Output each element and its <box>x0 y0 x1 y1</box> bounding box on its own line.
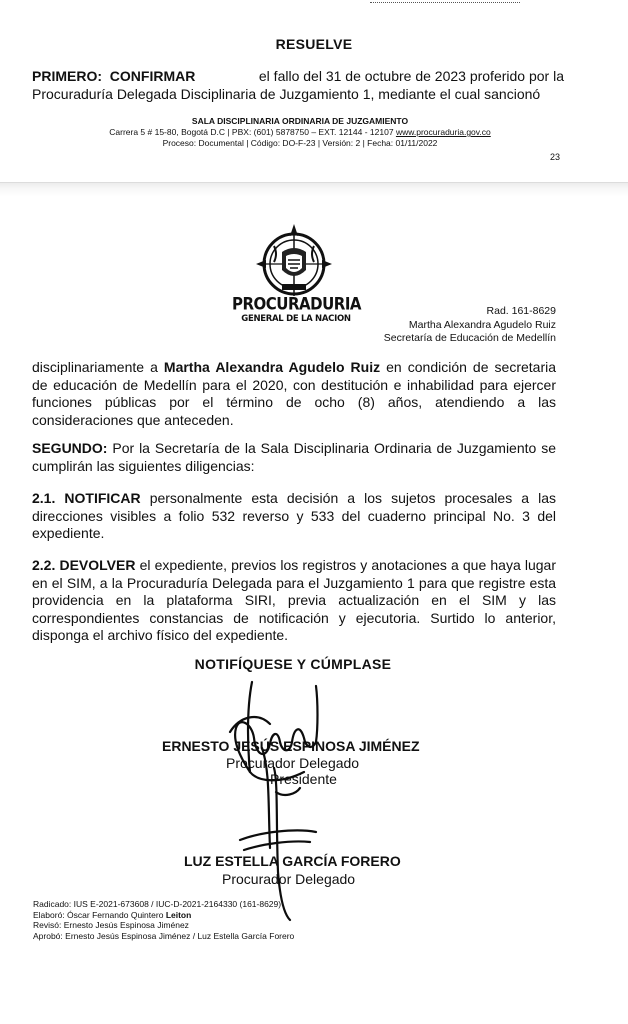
handwritten-signature <box>200 672 350 922</box>
segundo-text: Por la Secretaría de la Sala Disciplinaria Ordinaria de Juzgamiento se cumplirán las siguientes diligencias: <box>32 440 556 474</box>
sanction-prefix: disciplinariamente a <box>32 359 158 375</box>
primero-line2: Procuraduría Delegada Disciplinaria de Juzgamiento 1, mediante el cual sancionó <box>32 85 541 102</box>
page-separator <box>0 182 628 197</box>
notificar-label: 2.1. NOTIFICAR <box>32 490 141 506</box>
radicado-value: IUS E-2021-673608 / IUC-D-2021-2164330 (161-8629) <box>73 899 282 909</box>
notificar-text: personalmente esta decisión a los sujetos procesales a las direcciones visibles a folio 532 reverso y 533 del cuaderno principal No. 3 del expediente. <box>32 490 556 541</box>
sanction-text: en condición de secretaria de educación de Medellín para el 2020, con destitución e inhabilidad para ejercer funciones públicas por el término de ocho (8) años, atendiendo a las consideraciones que anteceden. <box>32 359 556 428</box>
radicado-label: Radicado: <box>33 899 72 909</box>
sanctioned-person: Martha Alexandra Agudelo Ruiz <box>163 359 381 375</box>
segundo-paragraph <box>32 440 556 475</box>
signer1-role2: Presidente <box>270 771 337 787</box>
previous-page <box>0 0 628 182</box>
logo-subtitle: GENERAL DE LA NACION <box>241 314 351 324</box>
primero-line1-rest: el fallo del 31 de octubre de 2023 proferido por la <box>258 68 564 84</box>
devolver-text: el expediente, previos los registros y anotaciones a que haya lugar en el SIM, a la Procuraduría Delegada para el Juzgamiento 1 para que registre esta providencia en la plataforma SIRI, previa actualización en el SIM y las correspondientes constancias de notificación y ejecutoria. Surtido lo anterior, disponga el archivo físico del expediente. <box>32 557 556 643</box>
elaboro-surname: Leiton <box>165 909 192 920</box>
footer-title: SALA DISCIPLINARIA ORDINARIA DE JUZGAMIENTO <box>191 116 409 126</box>
page-footer <box>90 116 510 149</box>
footer-address: Carrera 5 # 15-80, Bogotá D.C | PBX: (601) 5878750 – EXT. 12144 - 12107 <box>109 127 394 137</box>
reference-block <box>330 305 556 346</box>
aprobo-value: Ernesto Jesús Espinosa Jiménez / Luz Estella García Forero <box>65 930 295 941</box>
confirmar-keyword: CONFIRMAR <box>109 68 196 84</box>
aprobo-label: Aprobó: <box>33 930 63 941</box>
top-scrap-line <box>370 0 520 3</box>
reviso-label: Revisó: <box>33 920 62 930</box>
elaboro-value: Óscar Fernando Quintero <box>67 909 164 920</box>
signer2-role: Procurador Delegado <box>222 871 356 887</box>
primero-label: PRIMERO <box>32 68 98 84</box>
signer1-name: ERNESTO JESÚS ESPINOSA JIMÉNEZ <box>162 738 420 754</box>
rad-person: Martha Alexandra Agudelo Ruiz <box>408 318 556 331</box>
elaboro-label: Elaboró: <box>33 909 65 920</box>
signer2-name: LUZ ESTELLA GARCÍA FORERO <box>184 853 401 869</box>
resuelve-heading: RESUELVE <box>275 36 353 52</box>
footer-url[interactable]: www.procuraduria.gov.co <box>395 127 491 137</box>
primero-colon: : <box>97 68 103 84</box>
devolver-label: 2.2. DEVOLVER <box>32 557 136 573</box>
rad-office: Secretaría de Educación de Medellín <box>383 332 556 344</box>
reviso-value: Ernesto Jesús Espinosa Jiménez <box>63 920 189 930</box>
primero-paragraph <box>32 68 564 103</box>
notificar-paragraph <box>32 490 556 543</box>
footer-process: Proceso: Documental | Código: DO-F-23 | Versión: 2 | Fecha: 01/11/2022 <box>162 138 438 148</box>
rad-number: Rad. 161-8629 <box>486 305 556 317</box>
signer1-role: Procurador Delegado <box>226 755 360 771</box>
notify-heading: NOTIFÍQUESE Y CÚMPLASE <box>194 656 392 672</box>
logo-wordmark: PROCURADURIA <box>232 293 362 315</box>
page-number: 23 <box>550 152 561 162</box>
segundo-label: SEGUNDO: <box>32 440 108 456</box>
devolver-paragraph <box>32 557 556 645</box>
sanction-paragraph <box>32 359 556 429</box>
document-metadata <box>33 899 433 941</box>
